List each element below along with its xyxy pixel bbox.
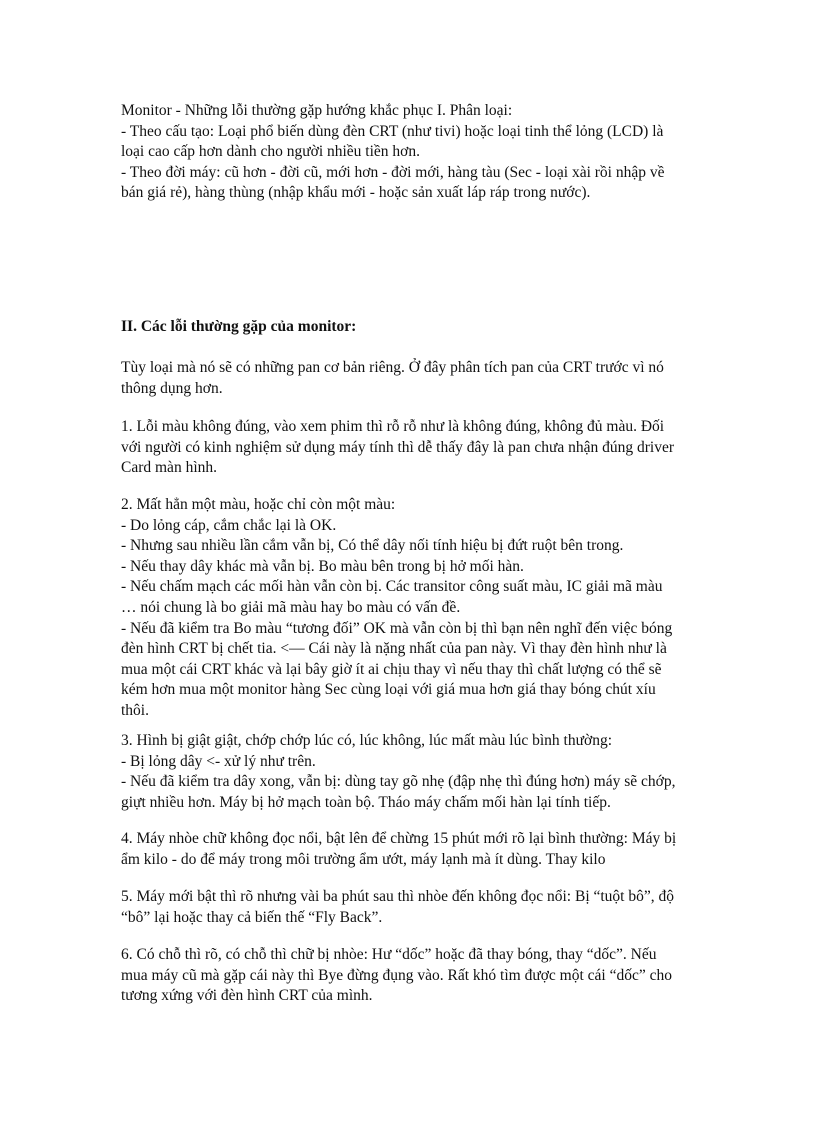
text-line: với người có kinh nghiệm sử dụng máy tính thì dễ thấy đây là pan chưa nhận đúng driver	[121, 438, 674, 456]
text-line: - Theo đời máy: cũ hơn - đời cũ, mới hơn - đời mới, hàng tàu (Sec - loại xài rồi nhập về	[121, 163, 665, 181]
text-line: kém hơn mua một monitor hàng Sec cùng loại với giá mua hơn giá thay bóng chút xíu	[121, 681, 656, 699]
intro-paragraph	[121, 101, 701, 204]
text-line: ẩm kilo - do để máy trong môi trường ẩm ướt, máy lạnh mà ít dùng. Thay kilo	[121, 850, 606, 868]
text-line: mua một cái CRT khác và lại bây giờ ít ai chịu thay vì nếu thay thì chất lượng có thể sẽ	[121, 660, 662, 678]
section-heading	[121, 317, 701, 338]
text-line: - Nhưng sau nhiều lần cắm vẫn bị, Có thể dây nối tính hiệu bị đứt ruột bên trong.	[121, 537, 624, 555]
text-line: 2. Mất hẳn một màu, hoặc chỉ còn một màu:	[121, 496, 396, 513]
text-line: … nói chung là bo giải mã màu hay bo màu có vấn đề.	[121, 598, 461, 616]
section-heading-text: II. Các lỗi thường gặp của monitor:	[121, 318, 357, 335]
text-line: 3. Hình bị giật giật, chớp chớp lúc có, lúc không, lúc mất màu lúc bình thường:	[121, 732, 613, 749]
text-line: thôi.	[121, 701, 149, 719]
text-line: loại cao cấp hơn dành cho người nhiều tiền hơn.	[121, 143, 420, 161]
text-line: - Nếu đã kiểm tra Bo màu “tương đối” OK mà vẫn còn bị thì bạn nên nghĩ đến việc bóng	[121, 619, 673, 637]
text-line: 6. Có chỗ thì rõ, có chỗ thì chữ bị nhòe: Hư “dốc” hoặc đã thay bóng, thay “dốc”. Nếu	[121, 946, 657, 963]
text-line: bán giá rẻ), hàng thùng (nhập khẩu mới - hoặc sản xuất láp ráp trong nước).	[121, 184, 591, 202]
text-line: tương xứng với đèn hình CRT của mình.	[121, 987, 373, 1005]
text-line: giựt nhiều hơn. Máy bị hở mạch toàn bộ. Tháo máy chấm mối hàn lại tính tiếp.	[121, 793, 611, 811]
item-5-paragraph	[121, 887, 701, 928]
text-line: mua máy cũ mà gặp cái này thì Bye đừng đụng vào. Rất khó tìm được một cái “dốc” cho	[121, 966, 672, 984]
text-line: 1. Lỗi màu không đúng, vào xem phim thì rỗ rỗ như là không đúng, không đủ màu. Đối	[121, 418, 665, 435]
section-intro-paragraph	[121, 358, 701, 399]
item-6-paragraph	[121, 945, 701, 1007]
text-line: thông dụng hơn.	[121, 379, 223, 397]
text-line: 5. Máy mới bật thì rõ nhưng vài ba phút sau thì nhòe đến không đọc nổi: Bị “tuột bô”, độ	[121, 888, 674, 905]
text-line: “bô” lại hoặc thay cả biến thế “Fly Back”.	[121, 908, 383, 926]
item-1-paragraph	[121, 417, 701, 479]
text-line: - Do lỏng cáp, cắm chắc lại là OK.	[121, 516, 337, 534]
text-line: - Bị lỏng dây <- xử lý như trên.	[121, 752, 316, 770]
text-line: đèn hình CRT bị chết tia. <— Cái này là nặng nhất của pan này. Vì thay đèn hình như là	[121, 640, 667, 658]
text-line: Monitor - Những lỗi thường gặp hướng khắc phục I. Phân loại:	[121, 102, 513, 119]
text-line: - Nếu chấm mạch các mối hàn vẫn còn bị. Các transitor công suất màu, IC giải mã màu	[121, 578, 663, 596]
text-line: Card màn hình.	[121, 459, 217, 477]
text-line: 4. Máy nhòe chữ không đọc nổi, bật lên để chừng 15 phút mới rõ lại bình thường: Máy bị	[121, 830, 677, 847]
text-line: - Theo cấu tạo: Loại phổ biến dùng đèn CRT (như tivi) hoặc loại tinh thể lỏng (LCD) là	[121, 122, 664, 140]
text-line: Tùy loại mà nó sẽ có những pan cơ bản riêng. Ở đây phân tích pan của CRT trước vì nó	[121, 359, 664, 376]
item-3-paragraph	[121, 731, 701, 813]
text-line: - Nếu đã kiểm tra dây xong, vẫn bị: dùng tay gõ nhẹ (đập nhẹ thì đúng hơn) máy sẽ chớp,	[121, 773, 676, 791]
text-line: - Nếu thay dây khác mà vẫn bị. Bo màu bên trong bị hở mối hàn.	[121, 557, 524, 575]
item-4-paragraph	[121, 829, 701, 870]
item-2-paragraph	[121, 495, 701, 722]
